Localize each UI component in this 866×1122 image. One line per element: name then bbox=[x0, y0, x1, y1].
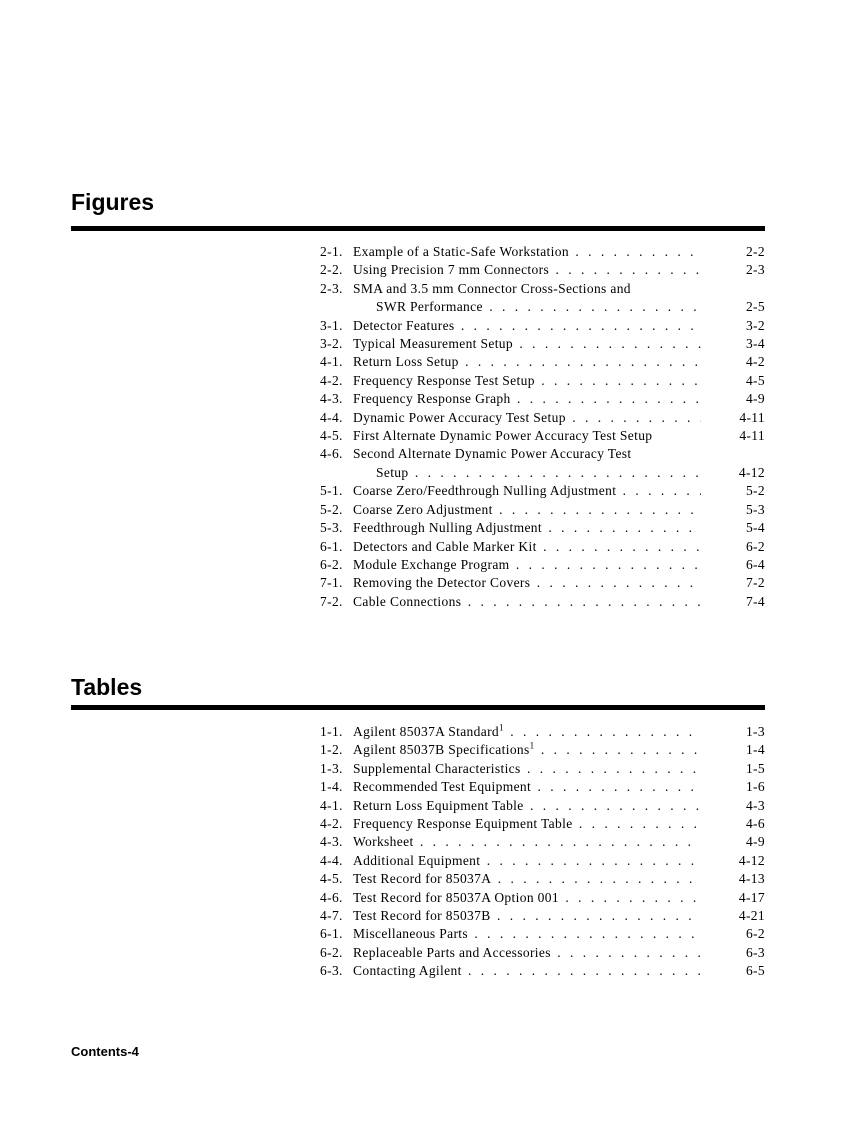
entry-page-number: 1-3 bbox=[745, 724, 765, 739]
page-footer: Contents-4 bbox=[71, 1044, 139, 1059]
figure-list-item[interactable] bbox=[320, 243, 765, 261]
entry-title-text: Recommended Test Equipment bbox=[353, 779, 532, 795]
entry-title-continuation: SWR Performance bbox=[376, 299, 483, 315]
entry-page-number: 6-3 bbox=[745, 944, 765, 960]
figure-list-item[interactable] bbox=[320, 317, 765, 335]
entry-number: 4-4. bbox=[320, 852, 343, 868]
table-list-item[interactable] bbox=[320, 870, 765, 888]
entry-title-text: Dynamic Power Accuracy Test Setup bbox=[353, 409, 566, 425]
figure-list-item[interactable] bbox=[320, 519, 765, 537]
entry-number: 7-1. bbox=[320, 575, 343, 591]
figure-list-item[interactable] bbox=[320, 538, 765, 556]
entry-title-text: First Alternate Dynamic Power Accuracy Test Setup bbox=[353, 428, 653, 444]
entry-title-text: Cable Connections bbox=[353, 593, 462, 609]
table-list-item[interactable] bbox=[320, 962, 765, 980]
entry-title-text: Supplemental Characteristics bbox=[353, 760, 521, 776]
entry-number: 4-6. bbox=[320, 446, 343, 462]
entry-page-number: 6-4 bbox=[745, 556, 765, 572]
entry-title bbox=[353, 723, 701, 741]
entry-number: 1-1. bbox=[320, 724, 343, 739]
entry-title-text: Frequency Response Graph bbox=[353, 391, 511, 407]
table-list-item[interactable] bbox=[320, 852, 765, 870]
entry-title bbox=[353, 445, 701, 482]
table-list-item[interactable] bbox=[320, 925, 765, 943]
figure-list-item[interactable] bbox=[320, 501, 765, 519]
entry-page-number: 4-12 bbox=[738, 852, 765, 868]
entry-number: 6-2. bbox=[320, 944, 343, 960]
entry-title bbox=[353, 556, 701, 574]
entry-title bbox=[353, 778, 701, 796]
entry-page-number: 4-2 bbox=[745, 354, 765, 370]
entry-number: 4-2. bbox=[320, 372, 343, 388]
entry-page-number: 4-17 bbox=[738, 889, 765, 905]
table-list-item[interactable] bbox=[320, 889, 765, 907]
entry-page-number: 1-4 bbox=[745, 742, 765, 758]
table-list-item[interactable] bbox=[320, 833, 765, 851]
figure-list-item[interactable] bbox=[320, 409, 765, 427]
entry-number: 4-7. bbox=[320, 908, 343, 924]
entry-page-number: 3-4 bbox=[745, 336, 765, 352]
entry-title bbox=[353, 372, 701, 390]
entry-title-text: Contacting Agilent bbox=[353, 963, 462, 979]
entry-title bbox=[353, 501, 701, 519]
figures-list bbox=[320, 243, 765, 611]
entry-page-number: 2-5 bbox=[745, 299, 765, 315]
footnote-marker: 1 bbox=[499, 723, 504, 733]
table-list-item[interactable] bbox=[320, 907, 765, 925]
entry-page-number: 3-2 bbox=[745, 317, 765, 333]
entry-number: 4-5. bbox=[320, 871, 343, 887]
entry-page-number: 6-2 bbox=[745, 926, 765, 942]
entry-title bbox=[353, 317, 701, 335]
entry-page-number: 6-5 bbox=[745, 963, 765, 979]
entry-title-text: Example of a Static-Safe Workstation bbox=[353, 244, 569, 259]
figures-heading: Figures bbox=[71, 189, 155, 215]
entry-title-text: Detectors and Cable Marker Kit bbox=[353, 538, 537, 554]
entry-number: 4-1. bbox=[320, 797, 343, 813]
entry-number: 4-3. bbox=[320, 834, 343, 850]
entry-title-text: Additional Equipment bbox=[353, 852, 481, 868]
entry-title-text: Return Loss Setup bbox=[353, 354, 459, 370]
entry-number: 4-3. bbox=[320, 391, 343, 407]
entry-title bbox=[353, 870, 701, 888]
tables-list bbox=[320, 723, 765, 981]
entry-title bbox=[353, 243, 701, 261]
entry-title-text: Test Record for 85037A bbox=[353, 871, 492, 887]
entry-page-number: 4-3 bbox=[745, 797, 765, 813]
entry-number: 6-3. bbox=[320, 963, 343, 979]
entry-title bbox=[353, 519, 701, 537]
entry-title-text: Frequency Response Test Setup bbox=[353, 372, 535, 388]
entry-title-text: Typical Measurement Setup bbox=[353, 336, 514, 352]
table-list-item[interactable] bbox=[320, 944, 765, 962]
entry-title bbox=[353, 280, 701, 317]
figure-list-item[interactable] bbox=[320, 593, 765, 611]
entry-page-number: 4-5 bbox=[745, 372, 765, 388]
entry-number: 4-6. bbox=[320, 889, 343, 905]
entry-title-text: Removing the Detector Covers bbox=[353, 575, 531, 591]
entry-title bbox=[353, 889, 701, 907]
entry-title bbox=[353, 944, 701, 962]
entry-title-text: Coarse Zero/Feedthrough Nulling Adjustment bbox=[353, 483, 617, 499]
entry-number: 4-1. bbox=[320, 354, 343, 370]
entry-page-number: 4-6 bbox=[745, 816, 765, 832]
entry-title-text: Using Precision 7 mm Connectors bbox=[353, 262, 550, 278]
entry-number: 4-4. bbox=[320, 409, 343, 425]
entry-page-number: 4-12 bbox=[738, 464, 765, 480]
table-list-item[interactable] bbox=[320, 760, 765, 778]
entry-number: 1-4. bbox=[320, 779, 343, 795]
entry-page-number: 4-9 bbox=[745, 391, 765, 407]
entry-title bbox=[353, 760, 701, 778]
entry-page-number: 2-3 bbox=[745, 262, 765, 278]
table-list-item[interactable] bbox=[320, 815, 765, 833]
table-list-item[interactable] bbox=[320, 778, 765, 796]
entry-title-text: Second Alternate Dynamic Power Accuracy Test bbox=[353, 446, 632, 462]
entry-number: 5-3. bbox=[320, 520, 343, 536]
tables-heading: Tables bbox=[71, 674, 143, 700]
table-list-item[interactable] bbox=[320, 797, 765, 815]
entry-title bbox=[353, 409, 701, 427]
entry-page-number: 4-11 bbox=[739, 428, 765, 444]
entry-page-number: 2-2 bbox=[745, 244, 765, 259]
entry-page-number: 5-4 bbox=[745, 520, 765, 536]
table-list-item[interactable] bbox=[320, 741, 765, 759]
entry-title bbox=[353, 482, 701, 500]
figure-list-item[interactable] bbox=[320, 335, 765, 353]
figures-rule bbox=[71, 226, 765, 231]
entry-title bbox=[353, 390, 701, 408]
entry-page-number: 4-21 bbox=[738, 908, 765, 924]
entry-page-number: 5-2 bbox=[745, 483, 765, 499]
figure-list-item[interactable] bbox=[320, 482, 765, 500]
entry-number: 5-1. bbox=[320, 483, 343, 499]
entry-page-number: 7-2 bbox=[745, 575, 765, 591]
entry-title bbox=[353, 538, 701, 556]
entry-number: 4-5. bbox=[320, 428, 343, 444]
entry-title bbox=[353, 335, 701, 353]
figure-list-item[interactable] bbox=[320, 445, 765, 482]
entry-title-text: Agilent 85037A Standard bbox=[353, 724, 500, 739]
entry-title bbox=[353, 261, 701, 279]
entry-title-text: Module Exchange Program bbox=[353, 556, 510, 572]
entry-title-text: Miscellaneous Parts bbox=[353, 926, 469, 942]
entry-title bbox=[353, 574, 701, 592]
entry-title-text: Test Record for 85037A Option 001 bbox=[353, 889, 559, 905]
entry-number: 1-3. bbox=[320, 760, 343, 776]
entry-title bbox=[353, 427, 701, 445]
entry-title bbox=[353, 797, 701, 815]
figure-list-item[interactable] bbox=[320, 574, 765, 592]
entry-number: 5-2. bbox=[320, 501, 343, 517]
entry-title-text: Worksheet bbox=[353, 834, 414, 850]
entry-number: 6-1. bbox=[320, 926, 343, 942]
figure-list-item[interactable] bbox=[320, 390, 765, 408]
entry-title-continuation: Setup bbox=[376, 464, 409, 480]
entry-title-text: Frequency Response Equipment Table bbox=[353, 816, 573, 832]
entry-number: 4-2. bbox=[320, 816, 343, 832]
entry-page-number: 1-5 bbox=[745, 760, 765, 776]
entry-number: 7-2. bbox=[320, 593, 343, 609]
figure-list-item[interactable] bbox=[320, 372, 765, 390]
entry-title-text: Detector Features bbox=[353, 317, 455, 333]
entry-title bbox=[353, 925, 701, 943]
figure-list-item[interactable] bbox=[320, 556, 765, 574]
entry-title bbox=[353, 353, 701, 371]
entry-title-text: Test Record for 85037B bbox=[353, 908, 491, 924]
entry-number: 3-2. bbox=[320, 336, 343, 352]
entry-page-number: 6-2 bbox=[745, 538, 765, 554]
entry-page-number: 5-3 bbox=[745, 501, 765, 517]
entry-page-number: 7-4 bbox=[745, 593, 765, 609]
entry-page-number: 4-9 bbox=[745, 834, 765, 850]
figure-list-item[interactable] bbox=[320, 353, 765, 371]
figure-list-item[interactable] bbox=[320, 261, 765, 279]
entry-number: 6-2. bbox=[320, 556, 343, 572]
entry-title bbox=[353, 741, 701, 759]
figure-list-item[interactable] bbox=[320, 280, 765, 317]
entry-number: 2-2. bbox=[320, 262, 343, 278]
entry-title bbox=[353, 833, 701, 851]
entry-title-text: Feedthrough Nulling Adjustment bbox=[353, 520, 542, 536]
entry-page-number: 4-13 bbox=[738, 871, 765, 887]
entry-title bbox=[353, 815, 701, 833]
entry-number: 3-1. bbox=[320, 317, 343, 333]
entry-title-text: Return Loss Equipment Table bbox=[353, 797, 524, 813]
entry-title bbox=[353, 852, 701, 870]
entry-title-text: SMA and 3.5 mm Connector Cross-Sections and bbox=[353, 280, 631, 296]
figure-list-item[interactable] bbox=[320, 427, 765, 445]
entry-title bbox=[353, 907, 701, 925]
entry-title-text: Replaceable Parts and Accessories bbox=[353, 944, 551, 960]
entry-number: 2-3. bbox=[320, 280, 343, 296]
tables-rule bbox=[71, 705, 765, 710]
entry-number: 1-2. bbox=[320, 742, 343, 758]
table-list-item[interactable] bbox=[320, 723, 765, 741]
entry-page-number: 4-11 bbox=[739, 409, 765, 425]
entry-number: 2-1. bbox=[320, 244, 343, 259]
entry-title-text: Coarse Zero Adjustment bbox=[353, 501, 493, 517]
entry-number: 6-1. bbox=[320, 538, 343, 554]
entry-title bbox=[353, 962, 701, 980]
entry-title bbox=[353, 593, 701, 611]
footnote-marker: 1 bbox=[529, 741, 535, 751]
entry-page-number: 1-6 bbox=[745, 779, 765, 795]
entry-title-text: Agilent 85037B Specifications bbox=[353, 742, 530, 758]
